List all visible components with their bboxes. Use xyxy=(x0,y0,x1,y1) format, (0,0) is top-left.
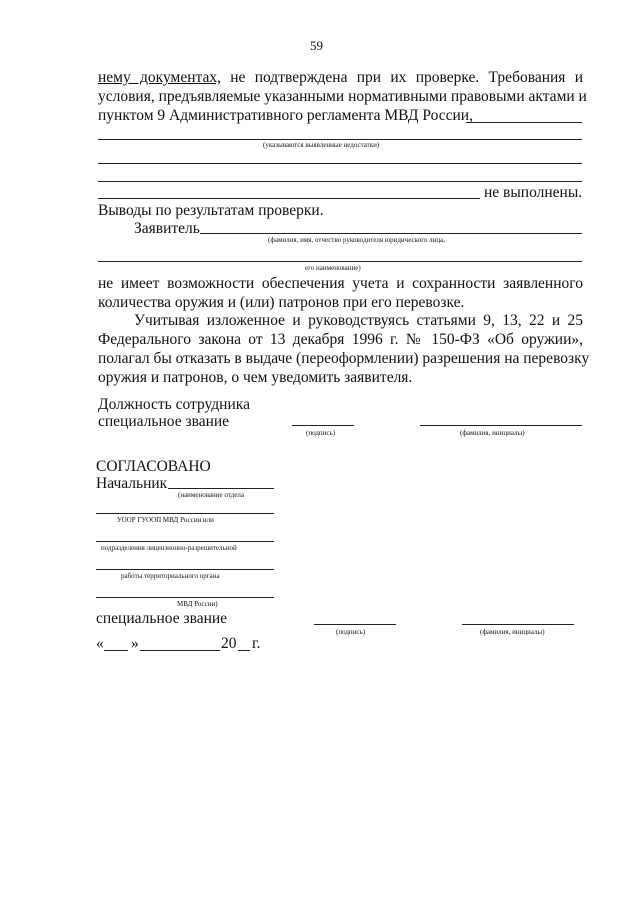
fill-line xyxy=(200,233,582,234)
para3-line1: Учитывая изложенное и руководствуясь статьями 9, 13, 22 и 25 xyxy=(134,312,583,329)
para1-line1-text: не подтверждена при их проверке. Требования и xyxy=(220,69,583,86)
year-prefix: 20 xyxy=(221,635,237,652)
para1-line2: условия, предъявляемые указанными нормативными правовыми актами и xyxy=(98,88,587,105)
para1-underlined-text: нему документах, xyxy=(98,69,221,86)
caption-mvd: МВД России) xyxy=(177,600,218,608)
employee-position: Должность сотрудника xyxy=(98,396,250,413)
surname-line xyxy=(420,425,582,426)
caption-work: работы территориального органа xyxy=(121,572,220,580)
fill-line xyxy=(98,261,582,262)
signature-line xyxy=(314,624,396,625)
fill-line xyxy=(98,181,582,182)
caption-dept-name: (наименование отдела xyxy=(178,491,245,499)
fill-line xyxy=(168,488,274,489)
conclusions-heading: Выводы по результатам проверки. xyxy=(98,202,324,219)
caption-surname-initials: (фамилия, инициалы) xyxy=(460,429,525,437)
not-fulfilled-text: не выполнены. xyxy=(484,184,583,201)
chief-label: Начальник xyxy=(96,475,168,492)
surname-line xyxy=(462,624,574,625)
signature-line xyxy=(292,425,354,426)
para2-line1: не имеет возможности обеспечения учета и сохранности заявленного xyxy=(98,275,583,292)
fill-line xyxy=(466,122,582,123)
caption-applicant-name: (фамилия, имя, отчество руководителя юридического лица, xyxy=(268,236,445,244)
page-number: 59 xyxy=(310,38,323,53)
date-close-quote: » xyxy=(131,635,139,652)
para3-line3: полагал бы отказать в выдаче (переоформлении) разрешения на перевозку xyxy=(98,350,590,367)
caption-uoor: УООР ГУООП МВД России или xyxy=(117,516,214,524)
day-line xyxy=(104,650,128,651)
special-rank-2: специальное звание xyxy=(96,610,228,627)
caption-deficiencies: (указываются выявленные недостатки) xyxy=(263,141,380,149)
fill-line xyxy=(96,541,274,542)
month-line xyxy=(140,650,220,651)
fill-line xyxy=(98,163,582,164)
fill-line xyxy=(96,513,274,514)
para3-line2: Федерального закона от 13 декабря 1996 г. № 150-ФЗ «Об оружии», xyxy=(98,331,583,348)
year-suffix: г. xyxy=(252,635,261,652)
agreed-heading: СОГЛАСОВАНО xyxy=(96,458,211,475)
fill-line xyxy=(98,139,582,140)
caption-signature: (подпись) xyxy=(306,429,336,437)
fill-line xyxy=(98,198,480,199)
caption-its-name: его наименование) xyxy=(305,264,361,272)
date-open-quote: « xyxy=(96,635,104,652)
caption-surname-initials: (фамилия, инициалы) xyxy=(480,628,545,636)
para1-line3: пунктом 9 Административного регламента МВД России, xyxy=(98,107,473,124)
para3-line4: оружия и патронов, о чем уведомить заявителя. xyxy=(98,369,413,386)
year-line xyxy=(238,650,250,651)
fill-line xyxy=(96,597,274,598)
para2-line2: количества оружия и (или) патронов при его перевозке. xyxy=(98,294,465,311)
caption-signature: (подпись) xyxy=(336,628,366,636)
fill-line xyxy=(96,569,274,570)
applicant-label: Заявитель xyxy=(134,220,200,237)
caption-licensing: подразделения лицензионно-разрешительной xyxy=(101,544,237,552)
para1-line1 xyxy=(98,68,583,87)
special-rank-1: специальное звание xyxy=(98,413,230,430)
